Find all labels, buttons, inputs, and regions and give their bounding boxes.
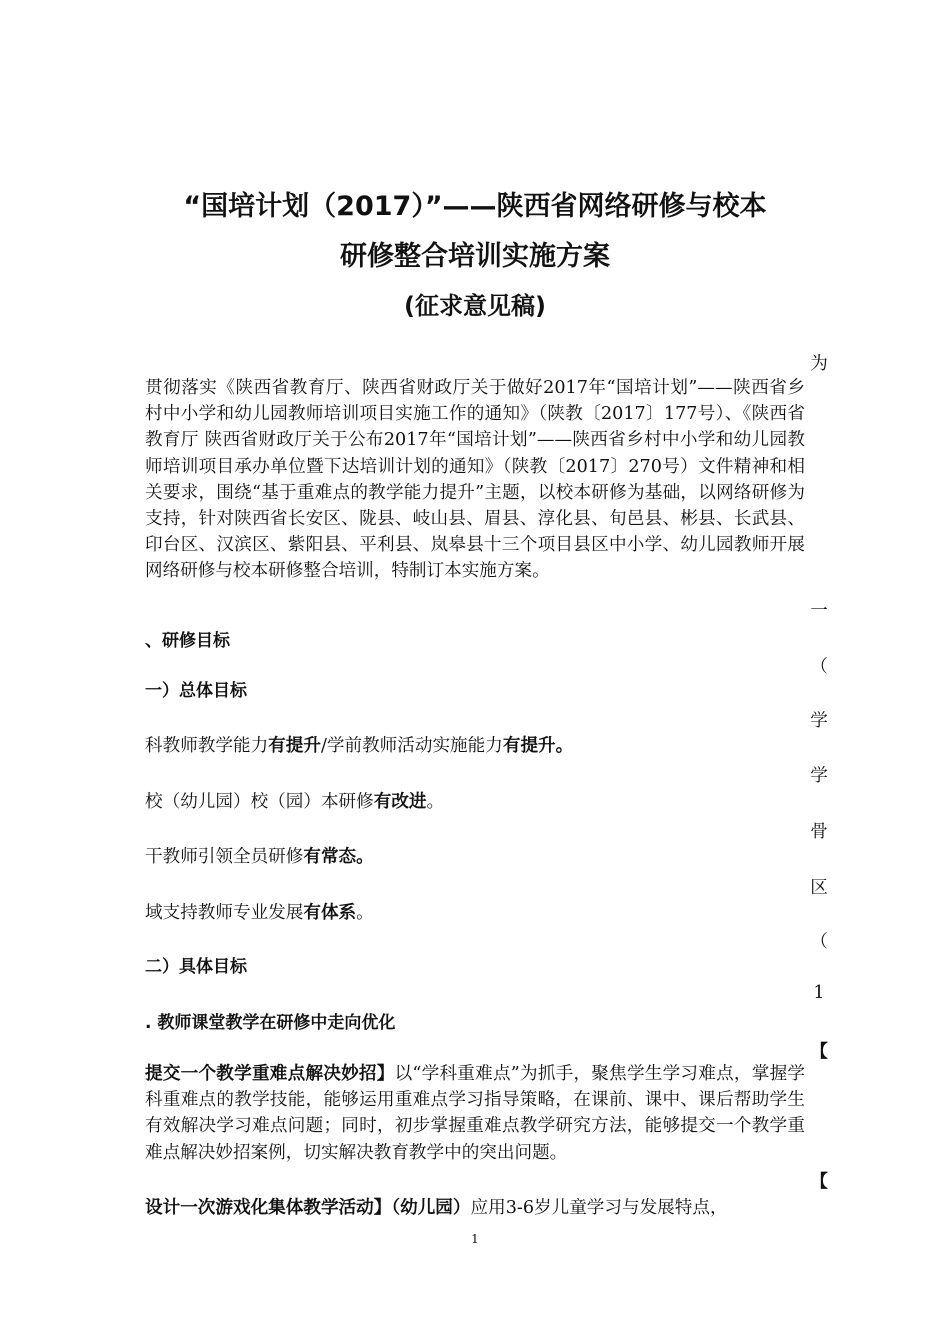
margin-char: 【 xyxy=(810,1042,828,1062)
title-line-1: “国培计划（2017）”——陕西省网络研修与校本 xyxy=(183,191,767,222)
paragraph-2: 设计一次游戏化集体教学活动】（幼儿园）应用3-6岁儿童学习与发展特点， xyxy=(145,1198,728,1218)
paragraph-1: 提交一个教学重难点解决妙招】以“学科重难点”为抓手，聚焦学生学习难点，掌握学科重难点的教学技能，能够运用重难点学习指导策略，在课前、课中、课后帮助学生有效解决学习难点问题；同时，初步掌握重难点教学研究方法，能够提交一个教学重难点解决妙招案例，切实解决教育教学中的突出问题。 xyxy=(145,1064,805,1163)
title-subtitle: (征求意见稿) xyxy=(404,292,546,320)
item-heading: . 教师课堂教学在研修中走向优化 xyxy=(145,1013,396,1033)
margin-char: 区 xyxy=(810,878,828,898)
margin-char: （ xyxy=(810,932,828,952)
margin-char: （ xyxy=(810,657,828,677)
subsection-heading: 一）总体目标 xyxy=(145,681,247,701)
section-heading: 、研修目标 xyxy=(145,631,230,651)
page-number: 1 xyxy=(471,1232,479,1246)
subsection-heading: 二）具体目标 xyxy=(145,957,247,977)
title-line-2: 研修整合培训实施方案 xyxy=(340,241,610,272)
intro-paragraph: 贯彻落实《陕西省教育厅、陕西省财政厅关于做好2017年“国培计划”——陕西省乡村中小学和幼儿园教师培训项目实施工作的通知》（陕教〔2017〕177号）、《陕西省教育厅 陕西省财政厅关于公布2017年“国培计划”——陕西省乡村中小学和幼儿园教师培训项目承办单位暨下达培训计划的通知》（陕教〔2017〕270号）文件精神和相关要求，围绕“基于重难点的教学能力提升”主题，以校本研修为基础，以网络研修为支持，针对陕西省长安区、陇县、岐山县、眉县、淳化县、旬邑县、彬县、长武县、印台区、汉滨区、紫阳县、平利县、岚皋县十三个项目县区中小学、幼儿园教师开展网络研修与校本研修整合培训，特制订本实施方案。 xyxy=(145,378,805,582)
margin-char: 学 xyxy=(810,711,828,731)
margin-char: 一 xyxy=(810,601,828,621)
goal-3: 干教师引领全员研修有常态。 xyxy=(145,847,374,867)
margin-char: 【 xyxy=(810,1172,828,1192)
goal-4: 域支持教师专业发展有体系。 xyxy=(145,903,374,923)
margin-char: 为 xyxy=(810,354,828,374)
margin-char: 学 xyxy=(810,766,828,786)
goal-1: 科教师教学能力有提升/学前教师活动实施能力有提升。 xyxy=(145,736,574,756)
margin-char: 骨 xyxy=(810,822,828,842)
goal-2: 校（幼儿园）校（园）本研修有改进。 xyxy=(145,792,445,812)
margin-char: 1 xyxy=(813,983,825,1003)
